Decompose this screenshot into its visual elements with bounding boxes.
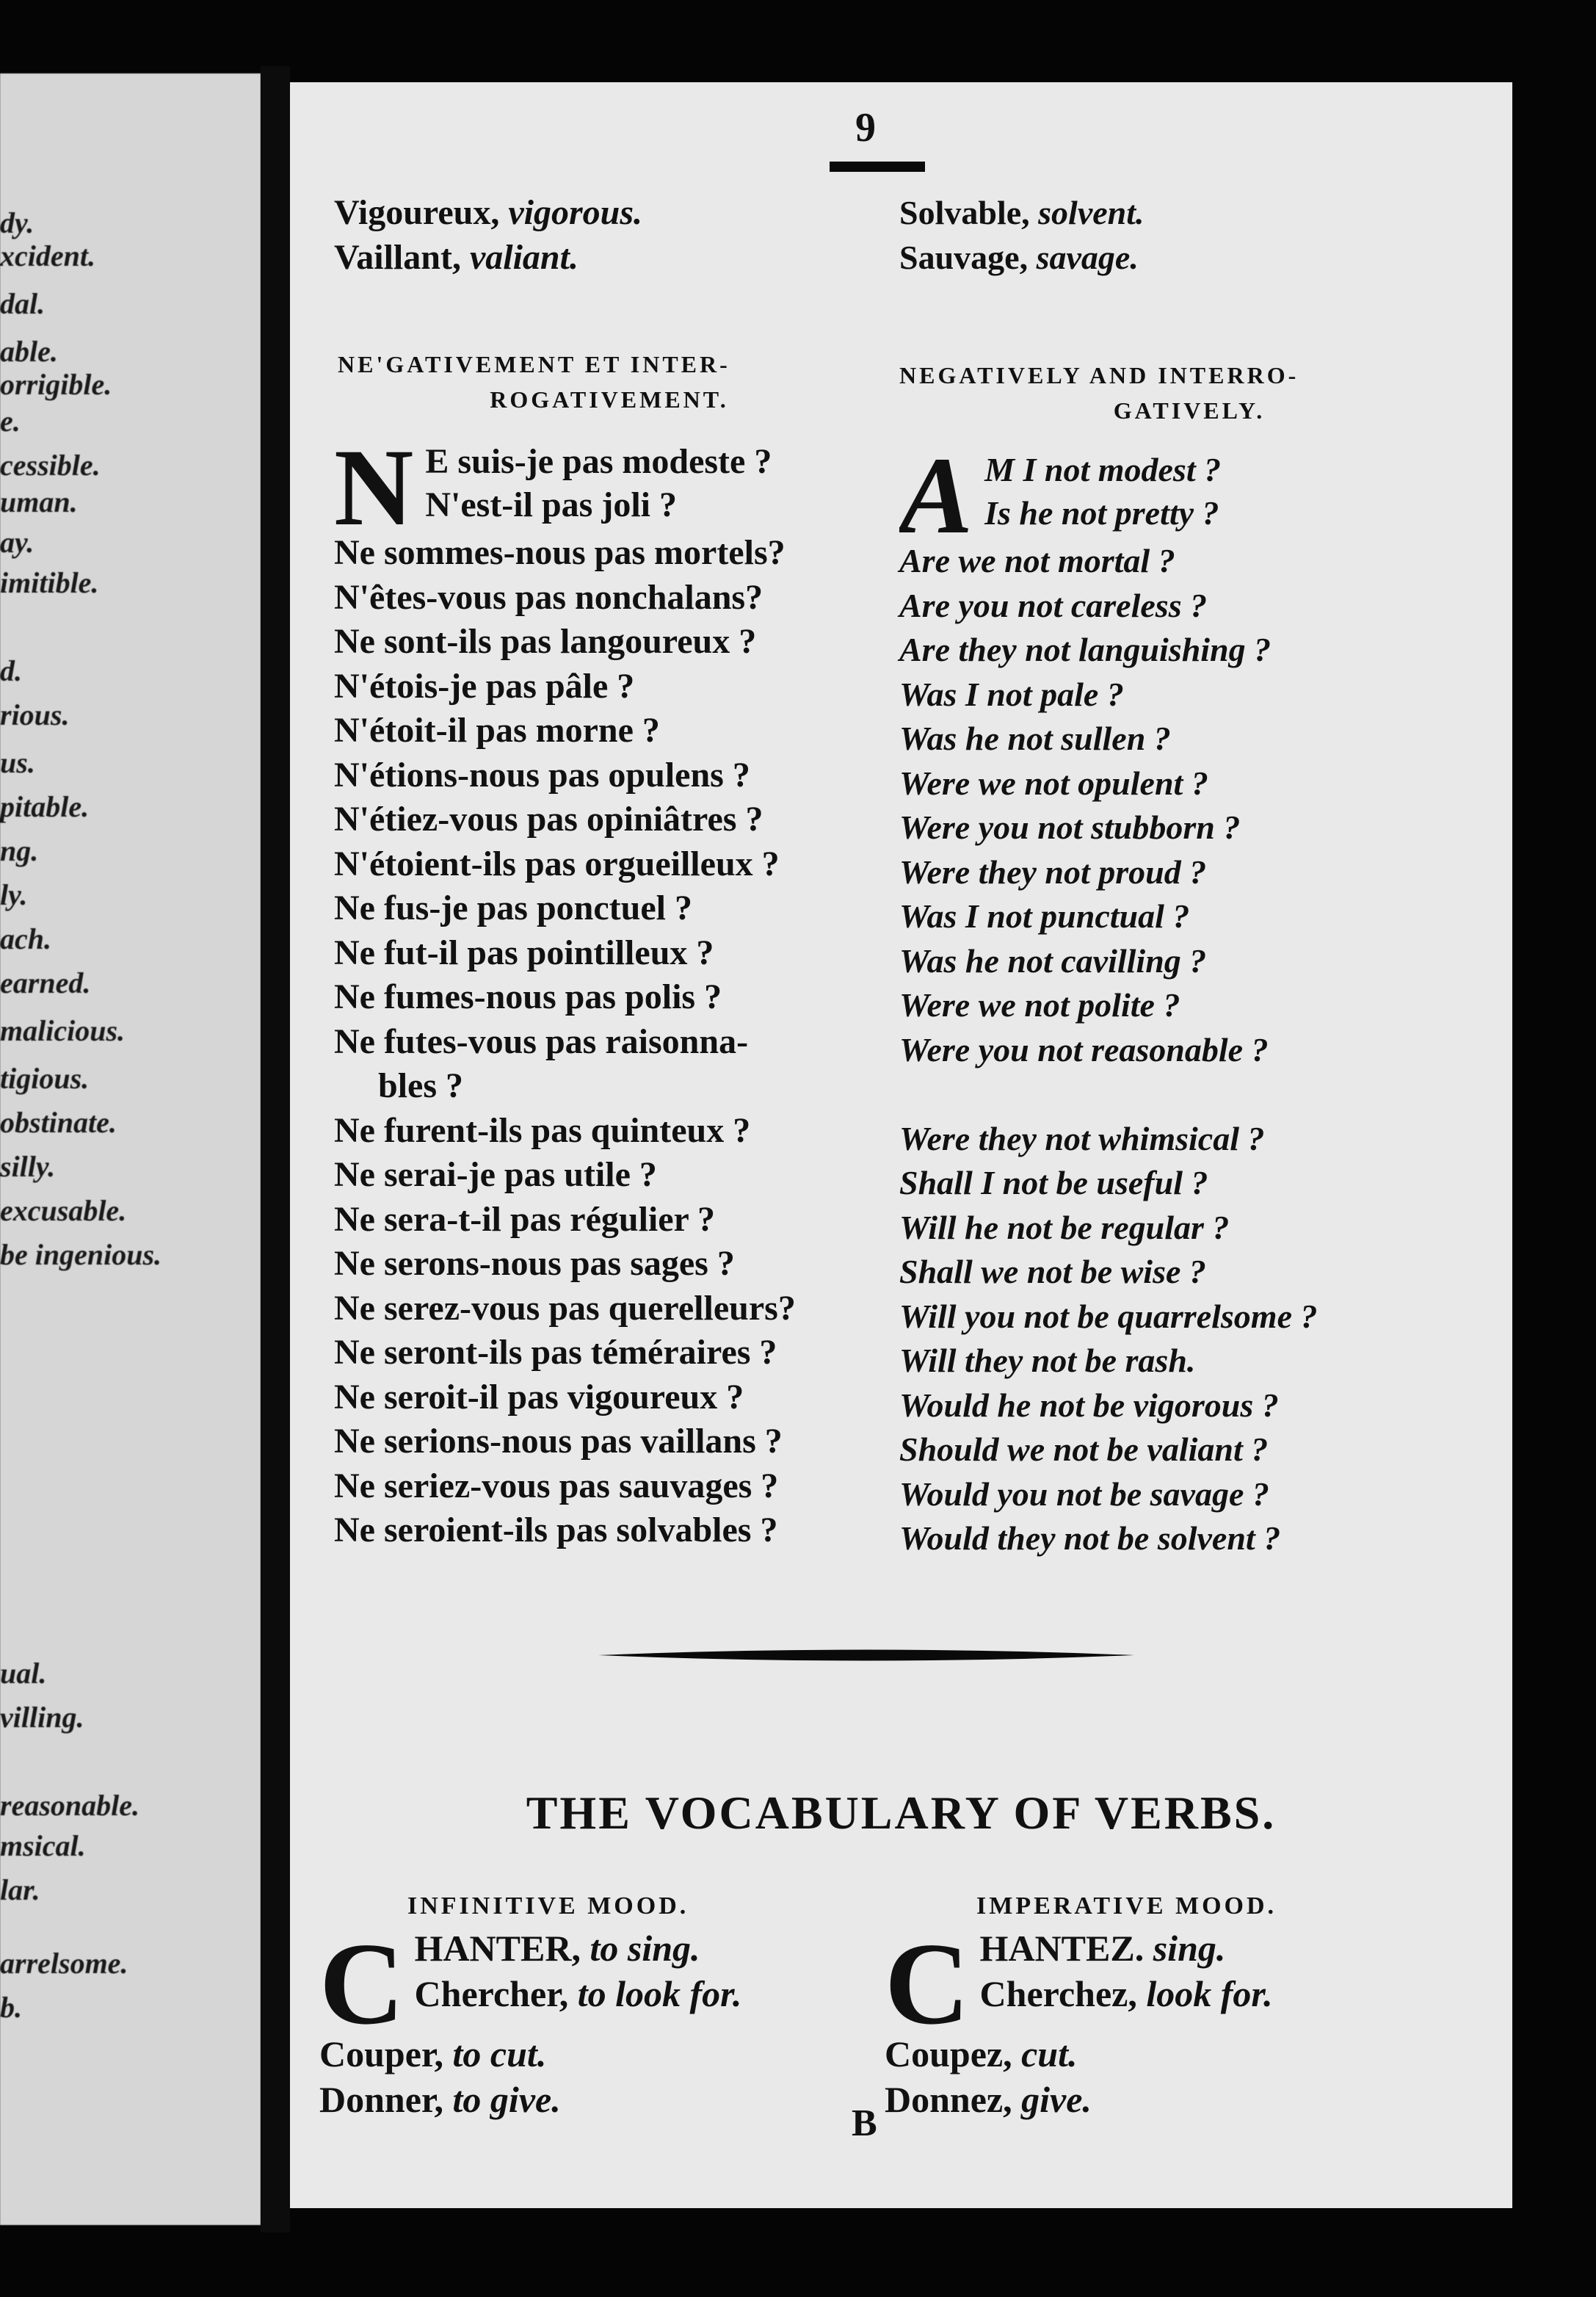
question-line: Were you not stubborn ? bbox=[899, 809, 1241, 846]
facing-page-fragment: ly. bbox=[0, 878, 28, 911]
infinitive-verbs bbox=[319, 1925, 877, 2122]
facing-page-fragment: be ingenious. bbox=[0, 1238, 162, 1271]
facing-page bbox=[0, 73, 261, 2225]
facing-page-fragment: ual. bbox=[0, 1657, 47, 1690]
verb-line: Donner, to give. bbox=[319, 2079, 561, 2120]
infinitive-heading: INFINITIVE MOOD. bbox=[407, 1892, 689, 1920]
page-number-rule bbox=[830, 162, 925, 172]
question-line: N'étiez-vous pas opiniâtres ? bbox=[334, 800, 763, 839]
question-line: M I not modest ? bbox=[984, 451, 1222, 488]
question-line: Was I not pale ? bbox=[899, 675, 1124, 713]
question-line: Ne seroit-il pas vigoureux ? bbox=[334, 1377, 744, 1417]
facing-page-fragment: dy. bbox=[0, 206, 35, 239]
facing-page-fragment: obstinate. bbox=[0, 1106, 117, 1139]
facing-page-fragment: ng. bbox=[0, 834, 39, 867]
question-line: E suis-je pas modeste ? bbox=[425, 442, 772, 481]
question-line: Would you not be savage ? bbox=[899, 1475, 1269, 1513]
question-line: N'étoient-ils pas orgueilleux ? bbox=[334, 844, 780, 883]
question-line: N'étois-je pas pâle ? bbox=[334, 666, 635, 706]
book-page bbox=[290, 82, 1512, 2208]
verb-line: HANTEZ. sing. bbox=[979, 1928, 1226, 1969]
question-line: Ne sommes-nous pas mortels? bbox=[334, 533, 786, 572]
facing-page-fragment: tigious. bbox=[0, 1062, 90, 1095]
facing-page-fragment: d. bbox=[0, 654, 22, 687]
question-line: Was I not punctual ? bbox=[899, 897, 1190, 935]
question-line: N'étoit-il pas morne ? bbox=[334, 711, 660, 750]
english-questions bbox=[899, 448, 1443, 1561]
facing-page-fragment: ach. bbox=[0, 922, 51, 955]
imperative-heading: IMPERATIVE MOOD. bbox=[976, 1892, 1277, 1920]
facing-page-fragment: ay. bbox=[0, 526, 35, 559]
heading-french: NE'GATIVEMENT ET INTER- ROGATIVEMENT. bbox=[338, 351, 730, 413]
facing-page-fragment: able. bbox=[0, 335, 58, 368]
heading-english: NEGATIVELY AND INTERRO- GATIVELY. bbox=[899, 362, 1299, 424]
facing-page-fragment: reasonable. bbox=[0, 1789, 139, 1822]
question-line: Ne seront-ils pas téméraires ? bbox=[334, 1333, 777, 1372]
question-line: Is he not pretty ? bbox=[984, 494, 1219, 532]
french-questions bbox=[334, 440, 877, 1553]
question-line: Should we not be valiant ? bbox=[899, 1430, 1269, 1468]
question-line: Would they not be solvent ? bbox=[899, 1519, 1281, 1557]
question-line: Will they not be rash. bbox=[899, 1342, 1196, 1379]
facing-page-fragment: earned. bbox=[0, 966, 91, 999]
question-line: Ne sont-ils pas langoureux ? bbox=[334, 622, 757, 661]
question-line: Shall we not be wise ? bbox=[899, 1253, 1206, 1290]
verb-line: Couper, to cut. bbox=[319, 2033, 547, 2074]
verb-line: Donnez, give. bbox=[885, 2079, 1092, 2120]
verb-line: Coupez, cut. bbox=[885, 2033, 1078, 2074]
top-entries-french bbox=[334, 191, 877, 280]
facing-page-fragment: e. bbox=[0, 405, 21, 438]
verb-line: Cherchez, look for. bbox=[979, 1973, 1273, 2014]
facing-page-fragment: silly. bbox=[0, 1150, 56, 1183]
entry-line: Solvable, solvent. bbox=[899, 194, 1145, 231]
question-line: Ne seriez-vous pas sauvages ? bbox=[334, 1466, 779, 1505]
question-line: Would he not be vigorous ? bbox=[899, 1386, 1279, 1424]
page-number: 9 bbox=[855, 105, 876, 151]
facing-page-fragment: excusable. bbox=[0, 1194, 127, 1227]
question-line: Ne futes-vous pas raisonna- bbox=[334, 1021, 749, 1061]
facing-page-fragment: villing. bbox=[0, 1701, 84, 1734]
facing-page-fragment: lar. bbox=[0, 1873, 40, 1906]
verb-line: HANTER, to sing. bbox=[414, 1928, 700, 1969]
facing-page-fragment: b. bbox=[0, 1991, 22, 2024]
question-line: Were they not whimsical ? bbox=[899, 1119, 1265, 1157]
question-line: Shall I not be useful ? bbox=[899, 1164, 1208, 1201]
facing-page-fragment: rious. bbox=[0, 698, 70, 731]
vocabulary-title: THE VOCABULARY OF VERBS. bbox=[526, 1787, 1277, 1839]
facing-page-fragment: us. bbox=[0, 746, 35, 779]
drop-cap: C bbox=[885, 1925, 970, 2031]
question-line: Ne fumes-nous pas polis ? bbox=[334, 977, 722, 1016]
question-line: Were you not reasonable ? bbox=[899, 1030, 1269, 1068]
question-line: Ne serons-nous pas sages ? bbox=[334, 1244, 735, 1283]
question-line: Ne fus-je pas ponctuel ? bbox=[334, 889, 692, 927]
question-line: Ne serez-vous pas querelleurs? bbox=[334, 1288, 796, 1328]
facing-page-fragment: cessible. bbox=[0, 449, 101, 482]
question-line: Are we not mortal ? bbox=[899, 542, 1175, 579]
question-line: Are you not careless ? bbox=[899, 586, 1208, 624]
signature-mark: B bbox=[852, 2102, 877, 2144]
facing-page-fragment: orrigible. bbox=[0, 368, 112, 401]
facing-page-fragment: msical. bbox=[0, 1829, 86, 1862]
question-line: Was he not sullen ? bbox=[899, 720, 1171, 757]
question-line: N'êtes-vous pas nonchalans? bbox=[334, 577, 763, 617]
entry-line: Vigoureux, vigorous. bbox=[334, 193, 643, 232]
question-line: Ne serai-je pas utile ? bbox=[334, 1155, 657, 1194]
question-line: Were we not polite ? bbox=[899, 986, 1180, 1024]
drop-cap: C bbox=[319, 1925, 405, 2031]
facing-page-fragment: imitible. bbox=[0, 566, 99, 599]
question-line bbox=[899, 1072, 1443, 1117]
question-line: Ne fut-il pas pointilleux ? bbox=[334, 933, 714, 972]
question-line: Were they not proud ? bbox=[899, 853, 1207, 891]
top-entries-english bbox=[899, 191, 1443, 280]
question-line: N'étions-nous pas opulens ? bbox=[334, 755, 750, 795]
question-line: Ne sera-t-il pas régulier ? bbox=[334, 1199, 715, 1239]
facing-page-fragment: xcident. bbox=[0, 239, 95, 272]
facing-page-fragment: uman. bbox=[0, 485, 78, 518]
question-line: Was he not cavilling ? bbox=[899, 941, 1207, 980]
verb-line: Chercher, to look for. bbox=[414, 1973, 742, 2014]
question-line: Will you not be quarrelsome ? bbox=[899, 1297, 1318, 1335]
question-line: Were we not opulent ? bbox=[899, 764, 1208, 802]
facing-page-fragment: arrelsome. bbox=[0, 1947, 128, 1980]
imperative-verbs bbox=[885, 1925, 1443, 2122]
question-line: bles ? bbox=[378, 1066, 464, 1105]
question-line: Ne seroient-ils pas solvables ? bbox=[334, 1511, 778, 1549]
entry-line: Vaillant, valiant. bbox=[334, 237, 578, 277]
question-line: N'est-il pas joli ? bbox=[425, 485, 677, 524]
question-line: Are they not languishing ? bbox=[899, 631, 1272, 668]
question-line: Ne furent-ils pas quinteux ? bbox=[334, 1110, 751, 1150]
entry-line: Sauvage, savage. bbox=[899, 238, 1139, 276]
facing-page-fragment: pitable. bbox=[0, 790, 90, 823]
book-gutter bbox=[261, 66, 290, 2232]
drop-cap: N bbox=[334, 440, 414, 531]
facing-page-fragment: dal. bbox=[0, 287, 46, 320]
facing-page-fragment: malicious. bbox=[0, 1014, 126, 1047]
question-line: Ne serions-nous pas vaillans ? bbox=[334, 1422, 783, 1461]
question-line: Will he not be regular ? bbox=[899, 1208, 1230, 1246]
ornament-rule bbox=[598, 1647, 1134, 1663]
drop-cap: A bbox=[899, 448, 973, 539]
